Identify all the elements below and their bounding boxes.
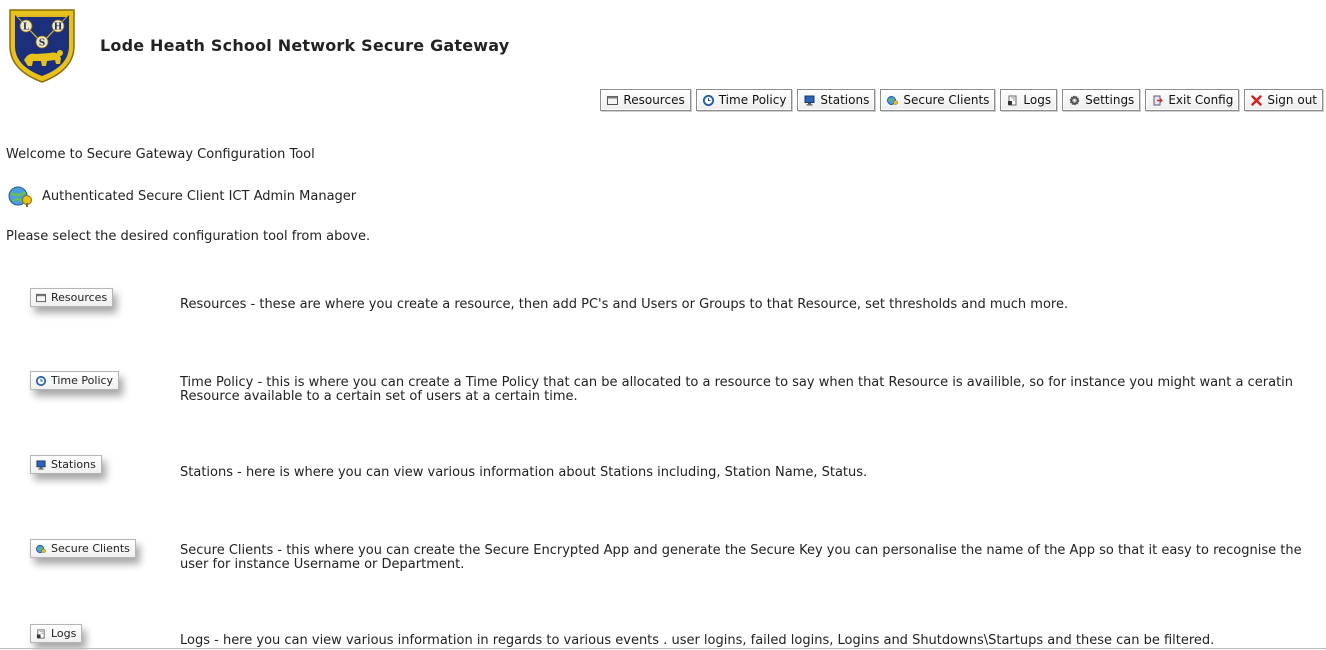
globe-key-icon — [8, 184, 34, 208]
exit-config-button[interactable] — [1145, 89, 1239, 111]
resources-button[interactable] — [600, 89, 690, 111]
logs-description: Logs - here you can view various information in regards to various events . user logins, failed logins, Logins and Shutdowns\Startups and these can be filtered. — [180, 633, 1215, 648]
stations-description: Stations - here is where you can view various information about Stations including, Station Name, Status. — [180, 465, 868, 480]
stations-preview-button — [30, 455, 102, 474]
time-policy-button-label: Time Policy — [718, 93, 787, 107]
secure-clients-button[interactable] — [880, 89, 995, 111]
globe-key-icon — [887, 95, 898, 106]
crest-letter-l: L — [22, 22, 30, 33]
stations-button-label: Stations — [820, 93, 870, 107]
window-icon — [607, 95, 618, 106]
logs-preview-button — [30, 624, 82, 643]
log-icon — [36, 629, 46, 639]
time-policy-description: Time Policy - this is where you can create a Time Policy that can be allocated to a resource to say when that Resource is availible, so for instance you might want a ceratin Resource available to a certain set of users at a certain time. — [180, 375, 1294, 404]
logs-preview-label: Logs — [51, 627, 77, 640]
sign-out-button-label: Sign out — [1267, 93, 1317, 107]
resources-preview-label: Resources — [51, 291, 108, 304]
settings-button[interactable] — [1062, 89, 1140, 111]
welcome-message: Welcome to Secure Gateway Configuration Tool — [6, 147, 315, 162]
settings-button-label: Settings — [1085, 93, 1135, 107]
logs-button[interactable] — [1000, 89, 1057, 111]
resources-preview-button — [30, 288, 113, 307]
secure-clients-description: Secure Clients - this where you can create the Secure Encrypted App and generate the Secure Key you can personalise the name of the App so that it easy to recognise the user for instance Username or Department. — [180, 543, 1302, 572]
secure-clients-preview-label: Secure Clients — [51, 542, 130, 555]
gear-icon — [1069, 95, 1080, 106]
sign-out-button[interactable] — [1244, 89, 1323, 111]
header — [0, 0, 1326, 88]
close-icon — [1251, 95, 1262, 106]
secure-clients-button-label: Secure Clients — [903, 93, 990, 107]
secure-clients-preview-button — [30, 539, 136, 558]
stations-preview-label: Stations — [51, 458, 96, 471]
instruction-text: Please select the desired configuration tool from above. — [6, 229, 371, 244]
time-policy-preview-button — [30, 371, 119, 390]
monitor-icon — [804, 95, 815, 106]
page-divider — [0, 648, 1326, 649]
logs-button-label: Logs — [1023, 93, 1052, 107]
exit-config-button-label: Exit Config — [1168, 93, 1234, 107]
auth-status — [8, 184, 356, 208]
crest-letter-h: H — [53, 22, 63, 33]
clock-icon — [703, 95, 714, 106]
clock-icon — [36, 376, 46, 386]
window-icon — [36, 293, 46, 303]
auth-status-text: Authenticated Secure Client ICT Admin Manager — [42, 188, 357, 204]
time-policy-preview-label: Time Policy — [51, 374, 114, 387]
time-policy-button[interactable] — [696, 89, 793, 111]
resources-description: Resources - these are where you create a resource, then add PC's and Users or Groups to that Resource, set thresholds and much more. — [180, 297, 1069, 312]
stations-button[interactable] — [797, 89, 875, 111]
log-icon — [1007, 95, 1018, 106]
monitor-icon — [36, 460, 46, 470]
exit-icon — [1152, 95, 1163, 106]
globe-key-icon — [36, 544, 46, 554]
resources-button-label: Resources — [623, 93, 685, 107]
crest-letter-s: S — [38, 38, 46, 49]
page-title: Lode Heath School Network Secure Gateway — [100, 36, 510, 55]
school-crest-logo — [6, 6, 78, 84]
main-toolbar — [600, 89, 1323, 111]
